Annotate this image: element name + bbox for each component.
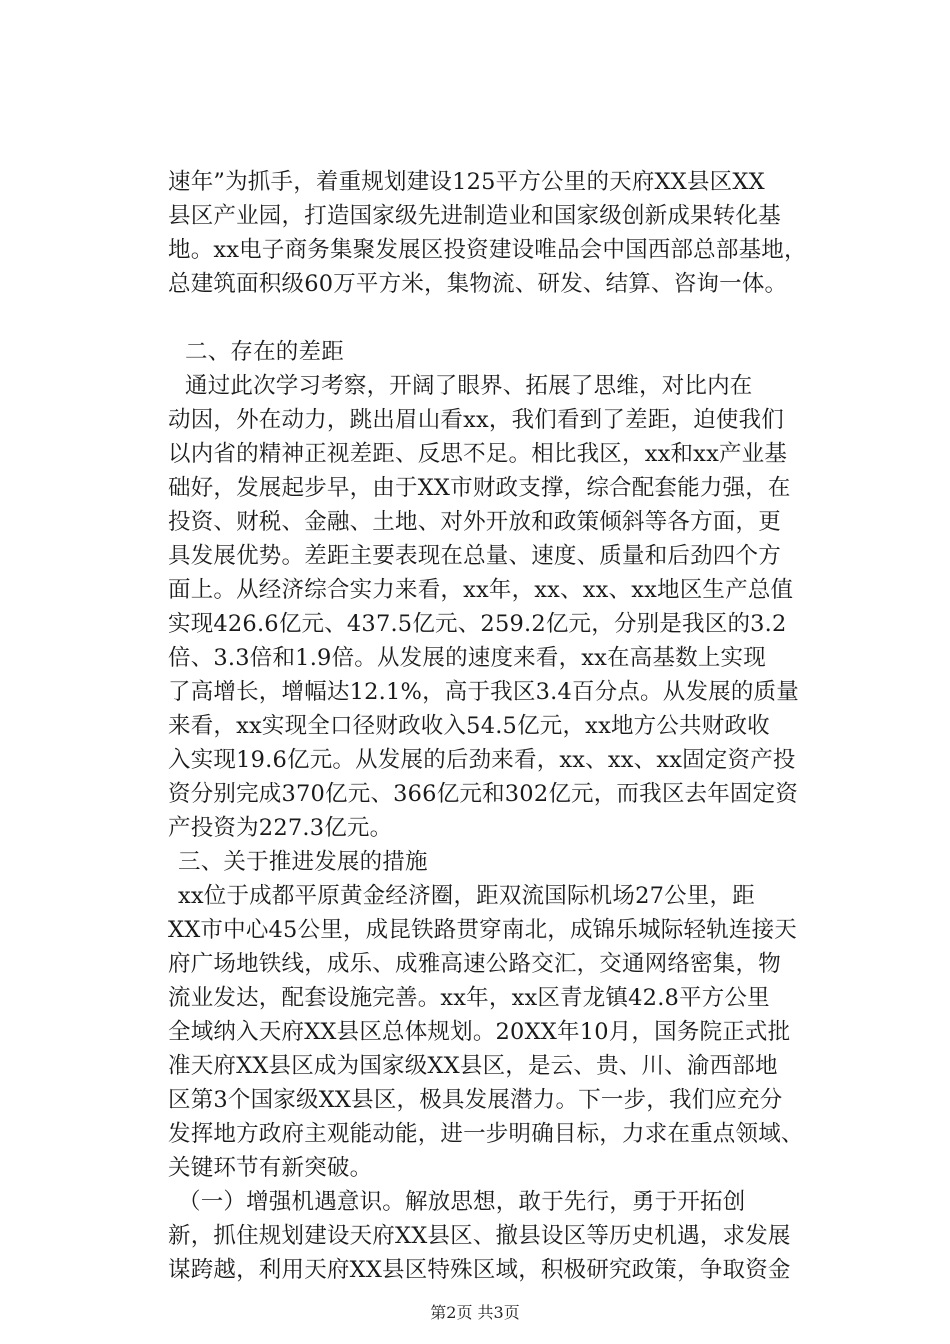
paragraph-line: 资分别完成370亿元、366亿元和302亿元，而我区去年固定资 <box>168 781 799 807</box>
paragraph-line: 具发展优势。差距主要表现在总量、速度、质量和后劲四个方 <box>168 543 781 569</box>
paragraph-line: 速年”为抓手，着重规划建设125平方公里的天府XX县区XX <box>168 169 765 195</box>
paragraph-line: 实现426.6亿元、437.5亿元、259.2亿元，分别是我区的3.2 <box>168 611 787 637</box>
paragraph-line: 以内省的精神正视差距、反思不足。相比我区，xx和xx产业基 <box>168 441 788 467</box>
paragraph-line: 地。xx电子商务集聚发展区投资建设唯品会中国西部总部基地， <box>168 237 807 263</box>
paragraph-line: 动因，外在动力，跳出眉山看xx，我们看到了差距，迫使我们 <box>168 407 784 433</box>
paragraph-line: 谋跨越，利用天府XX县区特殊区域，积极研究政策，争取资金 <box>168 1257 791 1283</box>
paragraph-line: 流业发达，配套设施完善。xx年，xx区青龙镇42.8平方公里 <box>168 985 770 1011</box>
paragraph-line: 投资、财税、金融、土地、对外开放和政策倾斜等各方面，更 <box>168 509 781 535</box>
paragraph-line: XX市中心45公里，成昆铁路贯穿南北，成锦乐城际轻轨连接天 <box>168 917 797 943</box>
section-heading: 二、存在的差距 <box>185 339 344 365</box>
paragraph-line: xx位于成都平原黄金经济圈，距双流国际机场27公里，距 <box>178 883 755 909</box>
paragraph-line: 全域纳入天府XX县区总体规划。20XX年10月，国务院正式批 <box>168 1019 791 1045</box>
paragraph-line: 了高增长，增幅达12.1%，高于我区3.4百分点。从发展的质量 <box>168 679 799 705</box>
paragraph-line: 发挥地方政府主观能动能，进一步明确目标，力求在重点领域、 <box>168 1121 804 1147</box>
paragraph-line: 面上。从经济综合实力来看，xx年，xx、xx、xx地区生产总值 <box>168 577 794 603</box>
paragraph-line: 准天府XX县区成为国家级XX县区，是云、贵、川、渝西部地 <box>168 1053 778 1079</box>
paragraph-line: 府广场地铁线，成乐、成雅高速公路交汇，交通网络密集，物 <box>168 951 781 977</box>
paragraph-line: 础好，发展起步早，由于XX市财政支撑，综合配套能力强，在 <box>168 475 791 501</box>
paragraph-line: 产投资为227.3亿元。 <box>168 815 393 841</box>
paragraph-line: 来看，xx实现全口径财政收入54.5亿元，xx地方公共财政收 <box>168 713 770 739</box>
paragraph-line: 通过此次学习考察，开阔了眼界、拓展了思维，对比内在 <box>185 373 753 399</box>
paragraph-line: 区第3个国家级XX县区，极具发展潜力。下一步，我们应充分 <box>168 1087 783 1113</box>
page-footer: 第2页 共3页 <box>430 1303 520 1322</box>
section-heading: 三、关于推进发展的措施 <box>178 849 428 875</box>
paragraph-line: 入实现19.6亿元。从发展的后劲来看，xx、xx、xx固定资产投 <box>168 747 796 773</box>
subsection-line: （一）增强机遇意识。解放思想，敢于先行，勇于开拓创 <box>178 1189 746 1215</box>
paragraph-line: 新，抓住规划建设天府XX县区、撤县设区等历史机遇，求发展 <box>168 1223 791 1249</box>
paragraph-line: 县区产业园，打造国家级先进制造业和国家级创新成果转化基 <box>168 203 781 229</box>
paragraph-line: 倍、3.3倍和1.9倍。从发展的速度来看，xx在高基数上实现 <box>168 645 766 671</box>
paragraph-line: 总建筑面积级60万平方米，集物流、研发、结算、咨询一体。 <box>168 271 788 297</box>
paragraph-line: 关键环节有新突破。 <box>168 1155 373 1181</box>
